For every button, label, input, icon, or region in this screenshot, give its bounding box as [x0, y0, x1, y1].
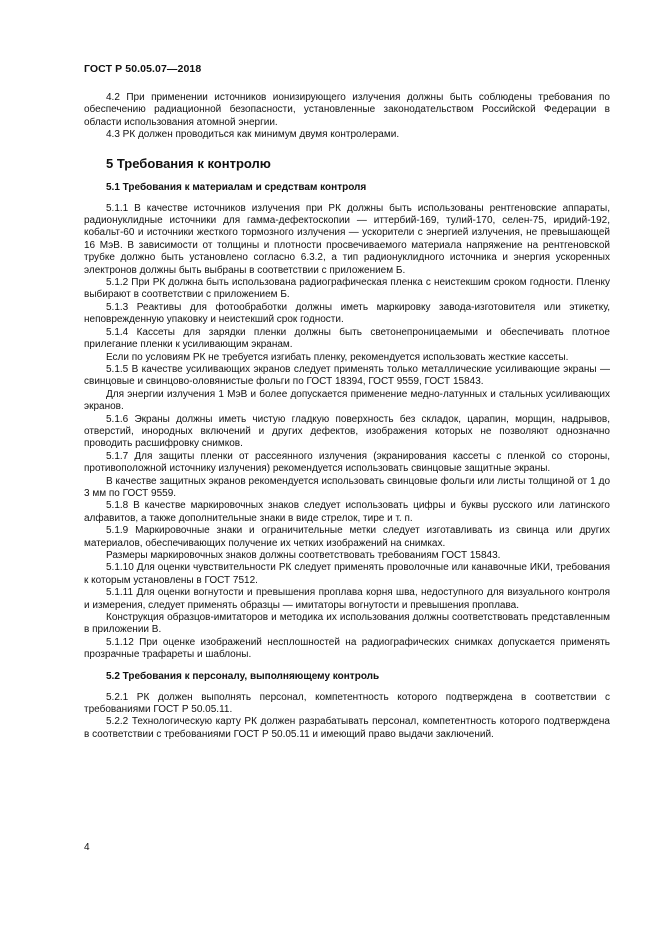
- paragraph-5-2-1: 5.2.1 РК должен выполнять персонал, компетентность которого подтверждена в соответствии с требованиями ГОСТ Р 50.05.11.: [84, 691, 610, 716]
- document-body: [84, 92, 610, 741]
- paragraph-5-1-12: 5.1.12 При оценке изображений несплошностей на радиографических снимках допускается применять прозрачные трафареты и шаблоны.: [84, 636, 610, 661]
- paragraph-4-2: 4.2 При применении источников ионизирующего излучения должны быть соблюдены требования по обеспечению радиационной безопасности, установленные законодательством Российской Федерации в области использования атомной энергии.: [84, 92, 610, 128]
- paragraph-5-1-1: 5.1.1 В качестве источников излучения при РК должны быть использованы рентгеновские аппараты, радионуклидные источники для гамма-дефектоскопии — иттербий-169, тулий-170, селен-75, иридий-192, кобальт-60 и источники жесткого тормозного излучения — ускорители с энергией излучения, не превышающей 16 МэВ. В зависимости от толщины и плотности просвечиваемого материала напряжение на рентгеновской трубке должно быть установлено согласно 6.3.2, а тип радионуклидного источника и энергия ускоренных электронов должны быть выбраны в соответствии с приложением Б.: [84, 202, 610, 276]
- paragraph-5-1-5: 5.1.5 В качестве усиливающих экранов следует применять только металлические усиливающие экраны — свинцовые и свинцово-оловянистые фольги по ГОСТ 18394, ГОСТ 9559, ГОСТ 15843.: [84, 363, 610, 388]
- paragraph-5-1-9: 5.1.9 Маркировочные знаки и ограничительные метки следует изготавливать из свинца или других материалов, обеспечивающих получение их четких изображений на снимках.: [84, 525, 610, 549]
- paragraph-5-1-4: 5.1.4 Кассеты для зарядки пленки должны быть светонепроницаемыми и обеспечивать плотное прилегание пленки к усиливающим экранам.: [84, 326, 610, 351]
- paragraph-5-1-11: 5.1.11 Для оценки вогнутости и превышения проплава корня шва, недоступного для визуального контроля и измерения, следует применять образцы — имитаторы вогнутости и превышения проплава.: [84, 587, 610, 611]
- paragraph-5-1-3: 5.1.3 Реактивы для фотообработки должны иметь маркировку завода-изготовителя или этикетку, неповрежденную упаковку и неистекший срок годности.: [84, 301, 610, 326]
- paragraph-5-1-9-note: Размеры маркировочных знаков должны соответствовать требованиям ГОСТ 15843.: [106, 550, 501, 561]
- paragraph-5-1-6: 5.1.6 Экраны должны иметь чистую гладкую поверхность без складок, царапин, морщин, надрывов, отверстий, инородных включений и других дефектов, изображения которых не позволяют однозначно проводить расшифровку снимков.: [84, 413, 610, 450]
- paragraph-5-1-11-note: Конструкция образцов-имитаторов и методика их использования должны соответствовать представленным в приложении В.: [84, 612, 610, 636]
- paragraph-5-1-10: 5.1.10 Для оценки чувствительности РК следует применять проволочные или канавочные ИКИ, требования к которым установлены в ГОСТ 7512.: [84, 562, 610, 586]
- subsection-5-1-heading: 5.1 Требования к материалам и средствам контроля: [106, 181, 367, 193]
- paragraph-5-1-7-note: В качестве защитных экранов рекомендуется использовать свинцовые фольги или листы толщиной от 1 до 3 мм по ГОСТ 9559.: [84, 475, 610, 499]
- paragraph-5-1-8: 5.1.8 В качестве маркировочных знаков следует использовать цифры и буквы русского или латинского алфавитов, а также дополнительные знаки в виде стрелок, тире и т. п.: [84, 500, 610, 524]
- paragraph-4-3: 4.3 РК должен проводиться как минимум двумя контролерами.: [106, 129, 400, 141]
- document-header: ГОСТ Р 50.05.07—2018: [84, 63, 202, 75]
- section-5-heading: 5 Требования к контролю: [106, 155, 271, 171]
- paragraph-5-1-4-note: Если по условиям РК не требуется изгибать пленку, рекомендуется использовать жесткие кассеты.: [106, 351, 569, 363]
- paragraph-5-1-5-note: Для энергии излучения 1 МэВ и более допускается применение медно-латунных и стальных усиливающих экранов.: [84, 388, 610, 413]
- paragraph-5-1-2: 5.1.2 При РК должна быть использована радиографическая пленка с неистекшим сроком годности. Пленку выбирают в соответствии с приложением Б.: [84, 277, 610, 301]
- paragraph-5-1-7: 5.1.7 Для защиты пленки от рассеянного излучения (экранирования кассеты с пленкой со стороны, противоположной источнику излучения) рекомендуется использовать свинцовые защитные экраны.: [84, 450, 610, 475]
- page-number: 4: [84, 842, 90, 853]
- paragraph-5-2-2: 5.2.2 Технологическую карту РК должен разрабатывать персонал, компетентность которого подтверждена в соответствии с требованиями ГОСТ Р 50.05.11 и имеющий право выдачи заключений.: [84, 716, 610, 740]
- subsection-5-2-heading: 5.2 Требования к персоналу, выполняющему контроль: [106, 670, 380, 682]
